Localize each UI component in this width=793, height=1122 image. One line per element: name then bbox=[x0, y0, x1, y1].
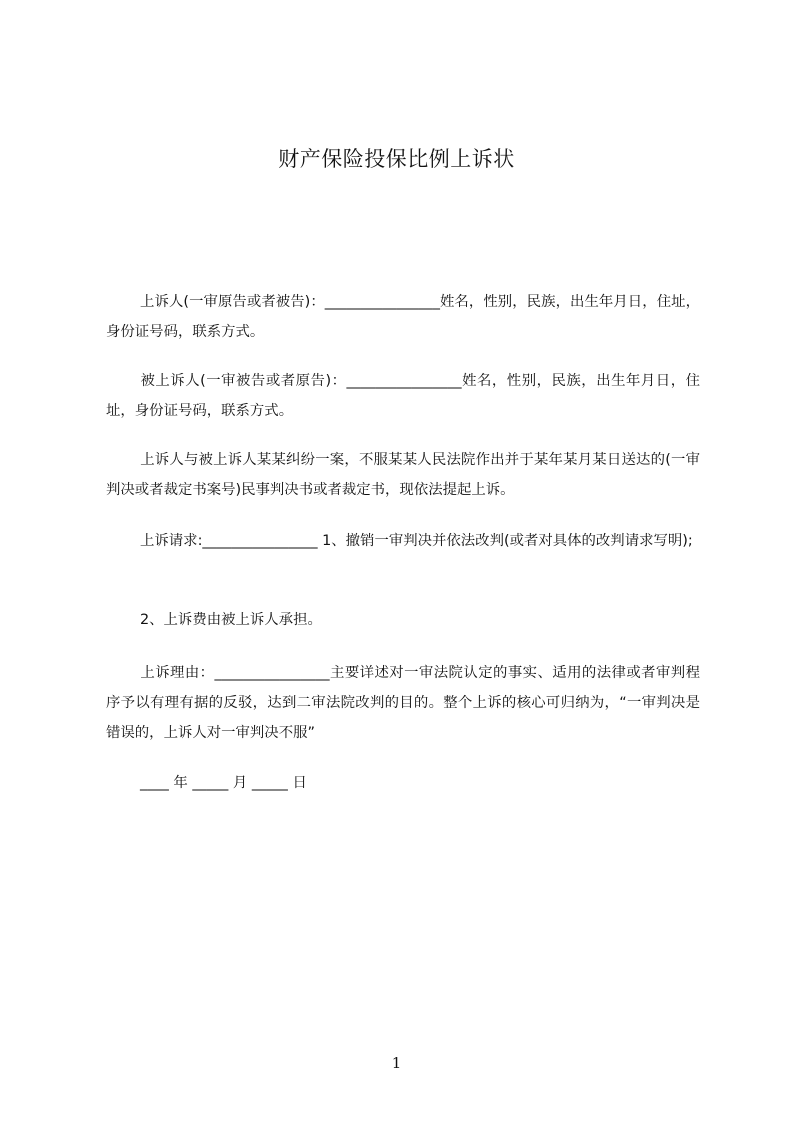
year-blank: ____ bbox=[140, 775, 169, 791]
document-title: 财产保险投保比例上诉状 bbox=[278, 147, 515, 171]
appellee-paragraph bbox=[106, 366, 700, 426]
appellant-paragraph bbox=[106, 287, 700, 347]
appeal-fee-paragraph bbox=[106, 605, 700, 635]
month-blank: _____ bbox=[192, 775, 229, 791]
paragraph-text: 上诉人(一审原告或者被告)：________________姓名，性别，民族，出生年月日，住址，身份证号码，联系方式。 bbox=[106, 294, 700, 340]
paragraph-text: 上诉人与被上诉人某某纠纷一案，不服某某人民法院作出并于某年某月某日送达的(一审判决或者裁定书案号)民事判决书或者裁定书，现依法提起上诉。 bbox=[106, 452, 700, 498]
month-label: 月 bbox=[232, 775, 248, 791]
appeal-reason-paragraph bbox=[106, 658, 700, 748]
paragraph-text: 上诉理由：________________主要详述对一审法院认定的事实、适用的法律或者审判程序予以有理有据的反驳，达到二审法院改判的目的。整个上诉的核心可归纳为，“一审判决是错误的，上诉人对一审判决不服” bbox=[106, 665, 700, 741]
year-label: 年 bbox=[173, 775, 188, 791]
day-label: 日 bbox=[292, 775, 307, 791]
paragraph-text: 上诉请求:________________ 1、撤销一审判决并依法改判(或者对具体的改判请求写明); bbox=[140, 533, 693, 549]
page-number: 1 bbox=[391, 1054, 402, 1072]
case-statement-paragraph bbox=[106, 445, 700, 505]
paragraph-text: 被上诉人(一审被告或者原告)：________________姓名，性别，民族，出生年月日，住址，身份证号码，联系方式。 bbox=[106, 373, 700, 419]
paragraph-text: 2、上诉费由被上诉人承担。 bbox=[140, 612, 322, 628]
appeal-request-paragraph bbox=[106, 526, 700, 556]
date-line bbox=[106, 768, 700, 798]
day-blank: _____ bbox=[251, 775, 288, 791]
